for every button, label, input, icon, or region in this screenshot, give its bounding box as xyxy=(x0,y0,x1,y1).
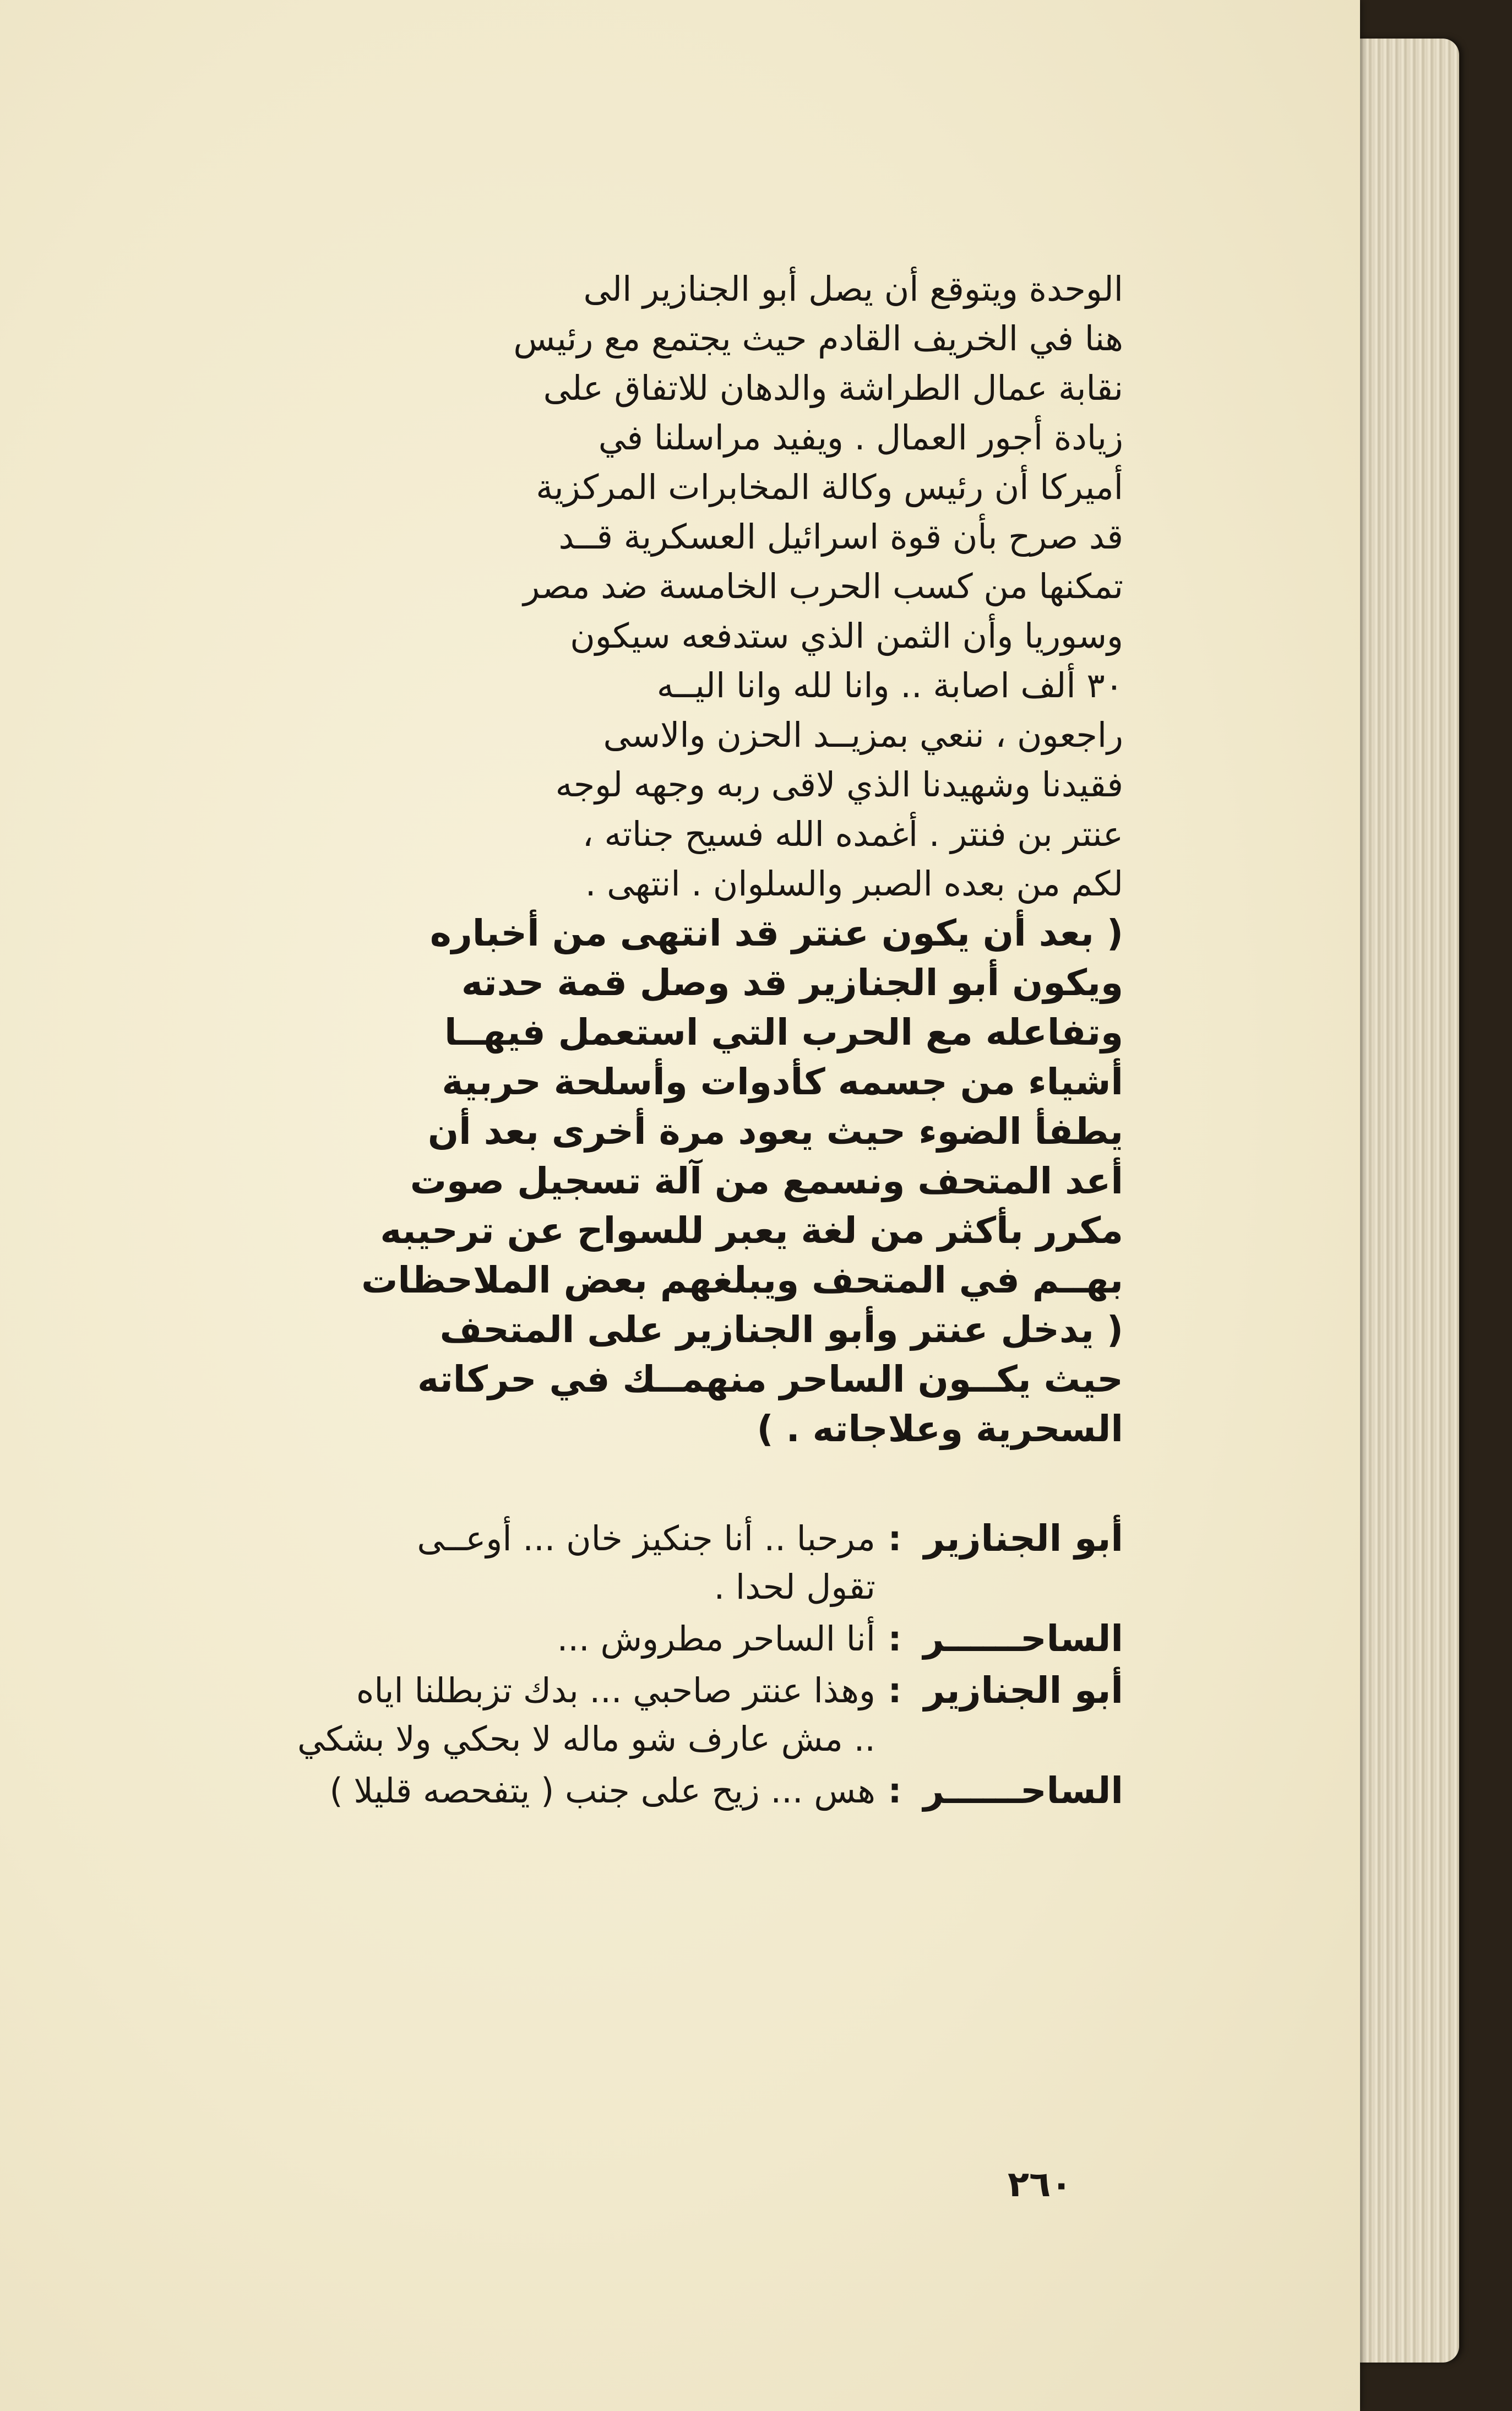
stage-direction-2 xyxy=(61,1305,1123,1454)
speech-line: مرحبا .. أنا جنكيز خان ... أوعــى xyxy=(417,1518,875,1559)
dialogue-row xyxy=(61,1767,1123,1815)
narration-line: فقيدنا وشهيدنا الذي لاقى ربه وجهه لوجه xyxy=(555,764,1123,805)
speaker-colon: : xyxy=(888,1518,902,1559)
narration-line: راجعون ، ننعي بمزيــد الحزن والاسى xyxy=(603,715,1123,755)
narration-line: وسوريا وأن الثمن الذي ستدفعه سيكون xyxy=(570,616,1123,656)
narration-line: أميركا أن رئيس وكالة المخابرات المركزية xyxy=(536,467,1123,507)
stage-line: يطفأ الضوء حيث يعود مرة أخرى بعد أن xyxy=(427,1110,1123,1153)
speech-line: .. مش عارف شو ماله لا بحكي ولا بشكي xyxy=(297,1719,875,1759)
speech-text xyxy=(61,1514,875,1611)
stage-line: وتفاعله مع الحرب التي استعمل فيهــا xyxy=(444,1011,1123,1054)
stage-line: أشياء من جسمه كأدوات وأسلحة حربية xyxy=(442,1061,1123,1103)
stage-line: ويكون أبو الجنازير قد وصل قمة حدته xyxy=(461,962,1123,1004)
stage-line: ( يدخل عنتر وأبو الجنازير على المتحف xyxy=(439,1308,1123,1351)
narration-line: لكم من بعده الصبر والسلوان . انتهى . xyxy=(585,864,1123,904)
narration-block xyxy=(61,264,1123,909)
speaker-colon: : xyxy=(888,1619,902,1659)
narration-line: قد صرح بأن قوة اسرائيل العسكرية قــد xyxy=(558,517,1123,557)
narration-line: تمكنها من كسب الحرب الخامسة ضد مصر xyxy=(523,566,1123,606)
page-number: ٢٦٠ xyxy=(1008,2164,1073,2205)
speech-line: تقول لحدا . xyxy=(714,1567,875,1607)
dialogue-row xyxy=(61,1514,1123,1611)
stage-direction-1 xyxy=(61,909,1123,1305)
stage-line: مكرر بأكثر من لغة يعبر للسواح عن ترحيبه xyxy=(380,1209,1123,1252)
speaker-name: الساحــــــر xyxy=(923,1769,1123,1812)
speaker-name: أبو الجنازير xyxy=(923,1517,1123,1560)
dialogue-row xyxy=(61,1615,1123,1663)
text-column xyxy=(61,264,1123,1818)
speech-line: هس ... زيح على جنب ( يتفحصه قليلا ) xyxy=(329,1771,875,1811)
narration-line: عنتر بن فنتر . أغمده الله فسيح جناته ، xyxy=(582,814,1123,854)
speech-text xyxy=(61,1666,875,1763)
speech-text xyxy=(61,1767,875,1815)
speech-text xyxy=(61,1615,875,1663)
stage-line: أعد المتحف ونسمع من آلة تسجيل صوت xyxy=(410,1160,1123,1202)
narration-line: ٣٠ ألف اصابة .. وانا لله وانا اليــه xyxy=(656,665,1123,705)
stage-line: بهــم في المتحف ويبلغهم بعض الملاحظات xyxy=(361,1259,1123,1301)
narration-line: زيادة أجور العمال . ويفيد مراسلنا في xyxy=(598,417,1123,458)
speech-line: وهذا عنتر صاحبي ... بدك تزبطلنا اياه xyxy=(356,1670,875,1710)
speaker-colon: : xyxy=(888,1670,902,1710)
stage-line: السحرية وعلاجاته . ) xyxy=(757,1408,1123,1450)
narration-line: نقابة عمال الطراشة والدهان للاتفاق على xyxy=(543,368,1123,408)
narration-line: هنا في الخريف القادم حيث يجتمع مع رئيس xyxy=(513,318,1123,359)
speaker-name: أبو الجنازير xyxy=(923,1669,1123,1712)
stage-line: ( بعد أن يكون عنتر قد انتهى من أخباره xyxy=(429,912,1123,954)
speaker-name: الساحــــــر xyxy=(923,1617,1123,1660)
dialogue-block xyxy=(61,1514,1123,1815)
narration-line: الوحدة ويتوقع أن يصل أبو الجنازير الى xyxy=(583,269,1123,309)
dialogue-row xyxy=(61,1666,1123,1763)
speaker-colon: : xyxy=(888,1771,902,1811)
stage-line: حيث يكــون الساحر منهمــك في حركاته xyxy=(417,1358,1123,1400)
speech-line: أنا الساحر مطروش ... xyxy=(557,1619,875,1659)
